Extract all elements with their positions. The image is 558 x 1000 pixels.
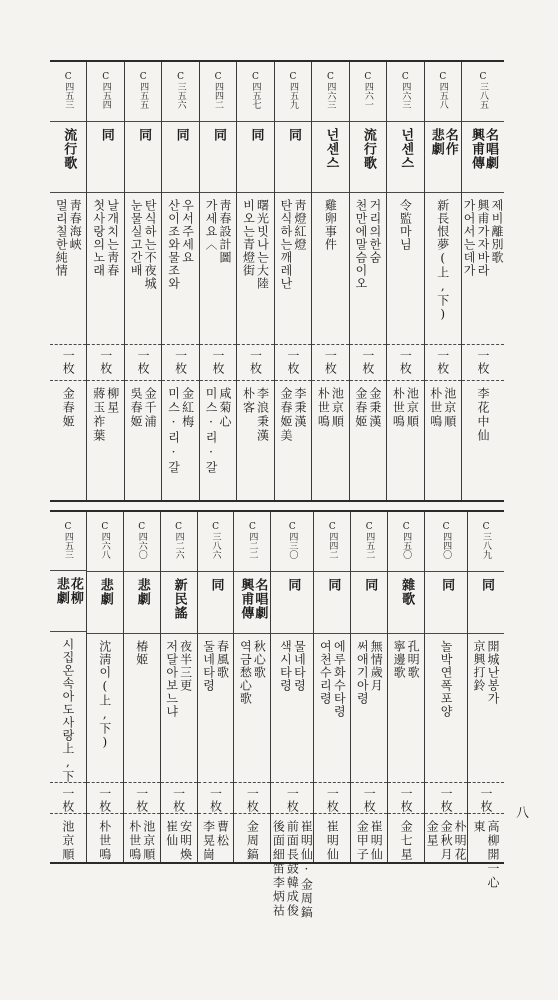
record-genre: 同 — [285, 578, 301, 593]
record-genre: 花柳 悲劇 — [53, 577, 83, 606]
record-genre: 同 — [136, 128, 152, 143]
record-number: C四六三 — [325, 72, 336, 109]
record-column — [461, 62, 504, 500]
record-genre: 悲劇 — [134, 578, 150, 607]
record-performers: 柳星 蔣玉祚葉 — [91, 387, 120, 444]
record-number: C四四二 — [213, 72, 224, 109]
record-column — [86, 62, 123, 500]
record-column — [386, 62, 423, 500]
record-disc-count: 一枚 — [325, 787, 340, 814]
record-number: C四二二 — [247, 522, 258, 559]
record-number: C四五五 — [138, 72, 149, 109]
record-performers: 池京順 朴世鳴 — [428, 387, 457, 430]
record-column — [50, 62, 86, 500]
record-performers: 曹松 李晃崗 — [201, 820, 230, 863]
record-disc-count: 一枚 — [479, 787, 494, 814]
record-column — [313, 512, 350, 862]
record-column — [123, 512, 160, 862]
record-column — [233, 512, 270, 862]
record-title: 놀박연폭포양 — [439, 640, 454, 719]
record-number: C四六三 — [400, 72, 411, 109]
record-disc-count: 一枚 — [97, 787, 112, 814]
record-disc-count: 一枚 — [173, 349, 188, 376]
record-number: C四三〇 — [287, 522, 298, 559]
record-number: C四五二 — [364, 522, 375, 559]
record-column — [161, 62, 198, 500]
record-genre: 同 — [173, 128, 189, 143]
record-title: 曙光빗나는大陸 비오는青燈街 — [241, 198, 270, 290]
record-disc-count: 一枚 — [285, 787, 300, 814]
record-performers: 崔明仙·金周鎬 前面長鼓韓成俊 後面細笛李炳祜 — [271, 820, 314, 921]
record-performers: 金千浦 吳春姬 — [129, 387, 158, 430]
record-column — [160, 512, 197, 862]
record-disc-count: 一枚 — [439, 787, 454, 814]
record-disc-count: 一枚 — [211, 349, 226, 376]
record-genre: 同 — [479, 578, 495, 593]
record-title: 물네타령 색시타령 — [278, 640, 307, 693]
record-performers: 李浪秉漢 朴客 — [241, 387, 270, 444]
record-number: C四五四 — [100, 72, 111, 109]
record-disc-count: 一枚 — [399, 787, 414, 814]
record-title: 孔明歌 寧邊歌 — [392, 640, 421, 680]
record-performers: 李秉漢 金春姬美 — [278, 387, 307, 444]
record-title: 令監마님 — [398, 198, 413, 251]
record-title: 無情歲月 써애기아령 — [355, 640, 384, 706]
record-column — [424, 512, 467, 862]
record-number: C三八六 — [210, 522, 221, 559]
record-genre: 悲劇 — [97, 578, 113, 607]
record-title: 제비離別歌 興甫가자바라 가어서는데가 — [462, 198, 504, 277]
record-genre: 넌센스 — [398, 128, 414, 171]
record-number: C四六〇 — [136, 522, 147, 559]
record-title: 시집온속아도사랑上,下 — [60, 638, 75, 783]
record-performers: 崔明仙 — [325, 820, 340, 863]
record-title: 春風歌 둘네타령 — [201, 640, 230, 693]
record-performers: 池京順 朴世鳴 — [391, 387, 420, 430]
record-number: C四五三 — [62, 522, 73, 559]
record-title: 날개치는靑春 첫사랑의노래 — [91, 198, 120, 277]
record-disc-count: 一枚 — [245, 787, 260, 814]
record-number: C三八九 — [481, 522, 492, 559]
record-genre: 新民謠 — [171, 578, 187, 621]
record-genre: 流行歌 — [360, 128, 376, 171]
record-column — [350, 512, 387, 862]
record-disc-count: 一枚 — [61, 349, 76, 376]
record-performers: 池京順 — [60, 820, 75, 862]
record-column — [349, 62, 386, 500]
record-performers: 朴明花 金秋月 金星 — [425, 820, 468, 863]
page-number: 八 — [516, 806, 530, 821]
record-title: 秋心歌 역금愁心歌 — [238, 640, 267, 706]
record-column — [199, 62, 236, 500]
record-genre: 同 — [208, 578, 224, 593]
record-title: 新長恨夢(上,下) — [435, 198, 450, 322]
record-disc-count: 一枚 — [208, 787, 223, 814]
record-genre: 同 — [439, 578, 455, 593]
record-disc-count: 一枚 — [362, 787, 377, 814]
record-disc-count: 一枚 — [98, 349, 113, 376]
record-column — [86, 512, 123, 862]
record-title: 탄식하는不夜城 눈물실고간배 — [129, 198, 158, 290]
record-number: C四五三 — [63, 72, 74, 109]
record-title: 開城난봉가 京興打鈴 — [472, 640, 501, 706]
record-genre: 雜歌 — [399, 578, 415, 607]
record-column — [387, 512, 424, 862]
record-title: 靑燈紅燈 탄식하는깨레난 — [278, 198, 307, 290]
record-genre: 名作 悲劇 — [428, 128, 458, 157]
record-number: C三五六 — [175, 72, 186, 109]
record-title: 靑春設計圖 가세요〈 — [204, 198, 233, 264]
record-title: 에루화수타령 여천수리령 — [318, 640, 347, 719]
record-disc-count: 一枚 — [476, 349, 490, 376]
record-disc-count: 一枚 — [435, 349, 450, 376]
record-title: 靑春海峽 멀리칠한純情 — [54, 198, 83, 277]
record-disc-count: 一枚 — [398, 349, 413, 376]
record-title: 夜半三更 저달아보느냐 — [164, 640, 193, 719]
record-performers: 池京順 朴世鳴 — [127, 820, 156, 863]
record-performers: 金周鎬 — [245, 820, 260, 863]
record-performers: 高柳開一心 東 — [472, 820, 501, 891]
record-number: C四五九 — [287, 72, 298, 109]
record-number: C四四二 — [327, 522, 338, 559]
catalog-band-top — [50, 60, 504, 502]
record-disc-count: 一枚 — [60, 787, 75, 813]
record-genre: 同 — [325, 578, 341, 593]
record-disc-count: 一枚 — [171, 787, 186, 814]
record-genre: 同 — [248, 128, 264, 143]
record-column — [50, 512, 86, 862]
record-disc-count: 一枚 — [248, 349, 263, 376]
record-performers: 池京順 朴世鳴 — [316, 387, 345, 430]
record-column — [236, 62, 273, 500]
record-disc-count: 一枚 — [285, 349, 300, 376]
record-performers: 金紅梅 미스·리·갈 — [166, 387, 195, 476]
record-performers: 崔明仙 金甲子 — [355, 820, 384, 863]
record-genre: 同 — [362, 578, 378, 593]
record-column — [124, 62, 161, 500]
record-performers: 金七星 — [399, 820, 414, 863]
record-performers: 咸菊心 미스·리·갈 — [204, 387, 233, 476]
record-column — [467, 512, 504, 891]
record-number: C四五七 — [250, 72, 261, 109]
record-column — [270, 512, 314, 921]
record-genre: 넌센스 — [323, 128, 339, 171]
record-performers: 朴世鳴 — [97, 820, 112, 863]
record-number: C四五八 — [437, 72, 448, 109]
record-number: C四二六 — [173, 522, 184, 559]
record-genre: 同 — [211, 128, 227, 143]
record-number: C四四〇 — [441, 522, 452, 559]
record-genre: 名唱劇 興甫傳 — [469, 128, 498, 171]
record-disc-count: 一枚 — [134, 787, 149, 814]
record-performers: 安明煥 崔仙 — [164, 820, 193, 863]
record-performers: 金春姬 — [61, 387, 76, 430]
record-disc-count: 一枚 — [136, 349, 151, 376]
record-column — [274, 62, 311, 500]
record-title: 椿姬 — [134, 640, 149, 667]
record-number: C四六八 — [99, 522, 110, 559]
record-title: 우서주세요 산이조와물조와 — [166, 198, 195, 290]
record-genre: 流行歌 — [61, 128, 77, 171]
record-disc-count: 一枚 — [360, 349, 375, 376]
record-genre: 名唱劇 興甫傳 — [238, 578, 268, 621]
record-number: C四六一 — [362, 72, 373, 109]
record-title: 거리의한숨 천만에말슴이오 — [353, 198, 382, 290]
record-genre: 同 — [98, 128, 114, 143]
record-column — [311, 62, 348, 500]
record-column — [197, 512, 234, 862]
record-performers: 金秉漢 金春姬 — [353, 387, 382, 430]
catalog-band-bottom — [50, 510, 504, 921]
record-title: 雞卵事件 — [323, 198, 338, 251]
record-disc-count: 一枚 — [323, 349, 338, 376]
record-number: C三八五 — [478, 72, 488, 109]
record-number: C四五〇 — [401, 522, 412, 559]
record-performers: 李花中仙 — [476, 387, 490, 444]
record-genre: 同 — [285, 128, 301, 143]
record-title: 沈淸이(上,下) — [97, 640, 112, 751]
record-column — [424, 62, 461, 500]
